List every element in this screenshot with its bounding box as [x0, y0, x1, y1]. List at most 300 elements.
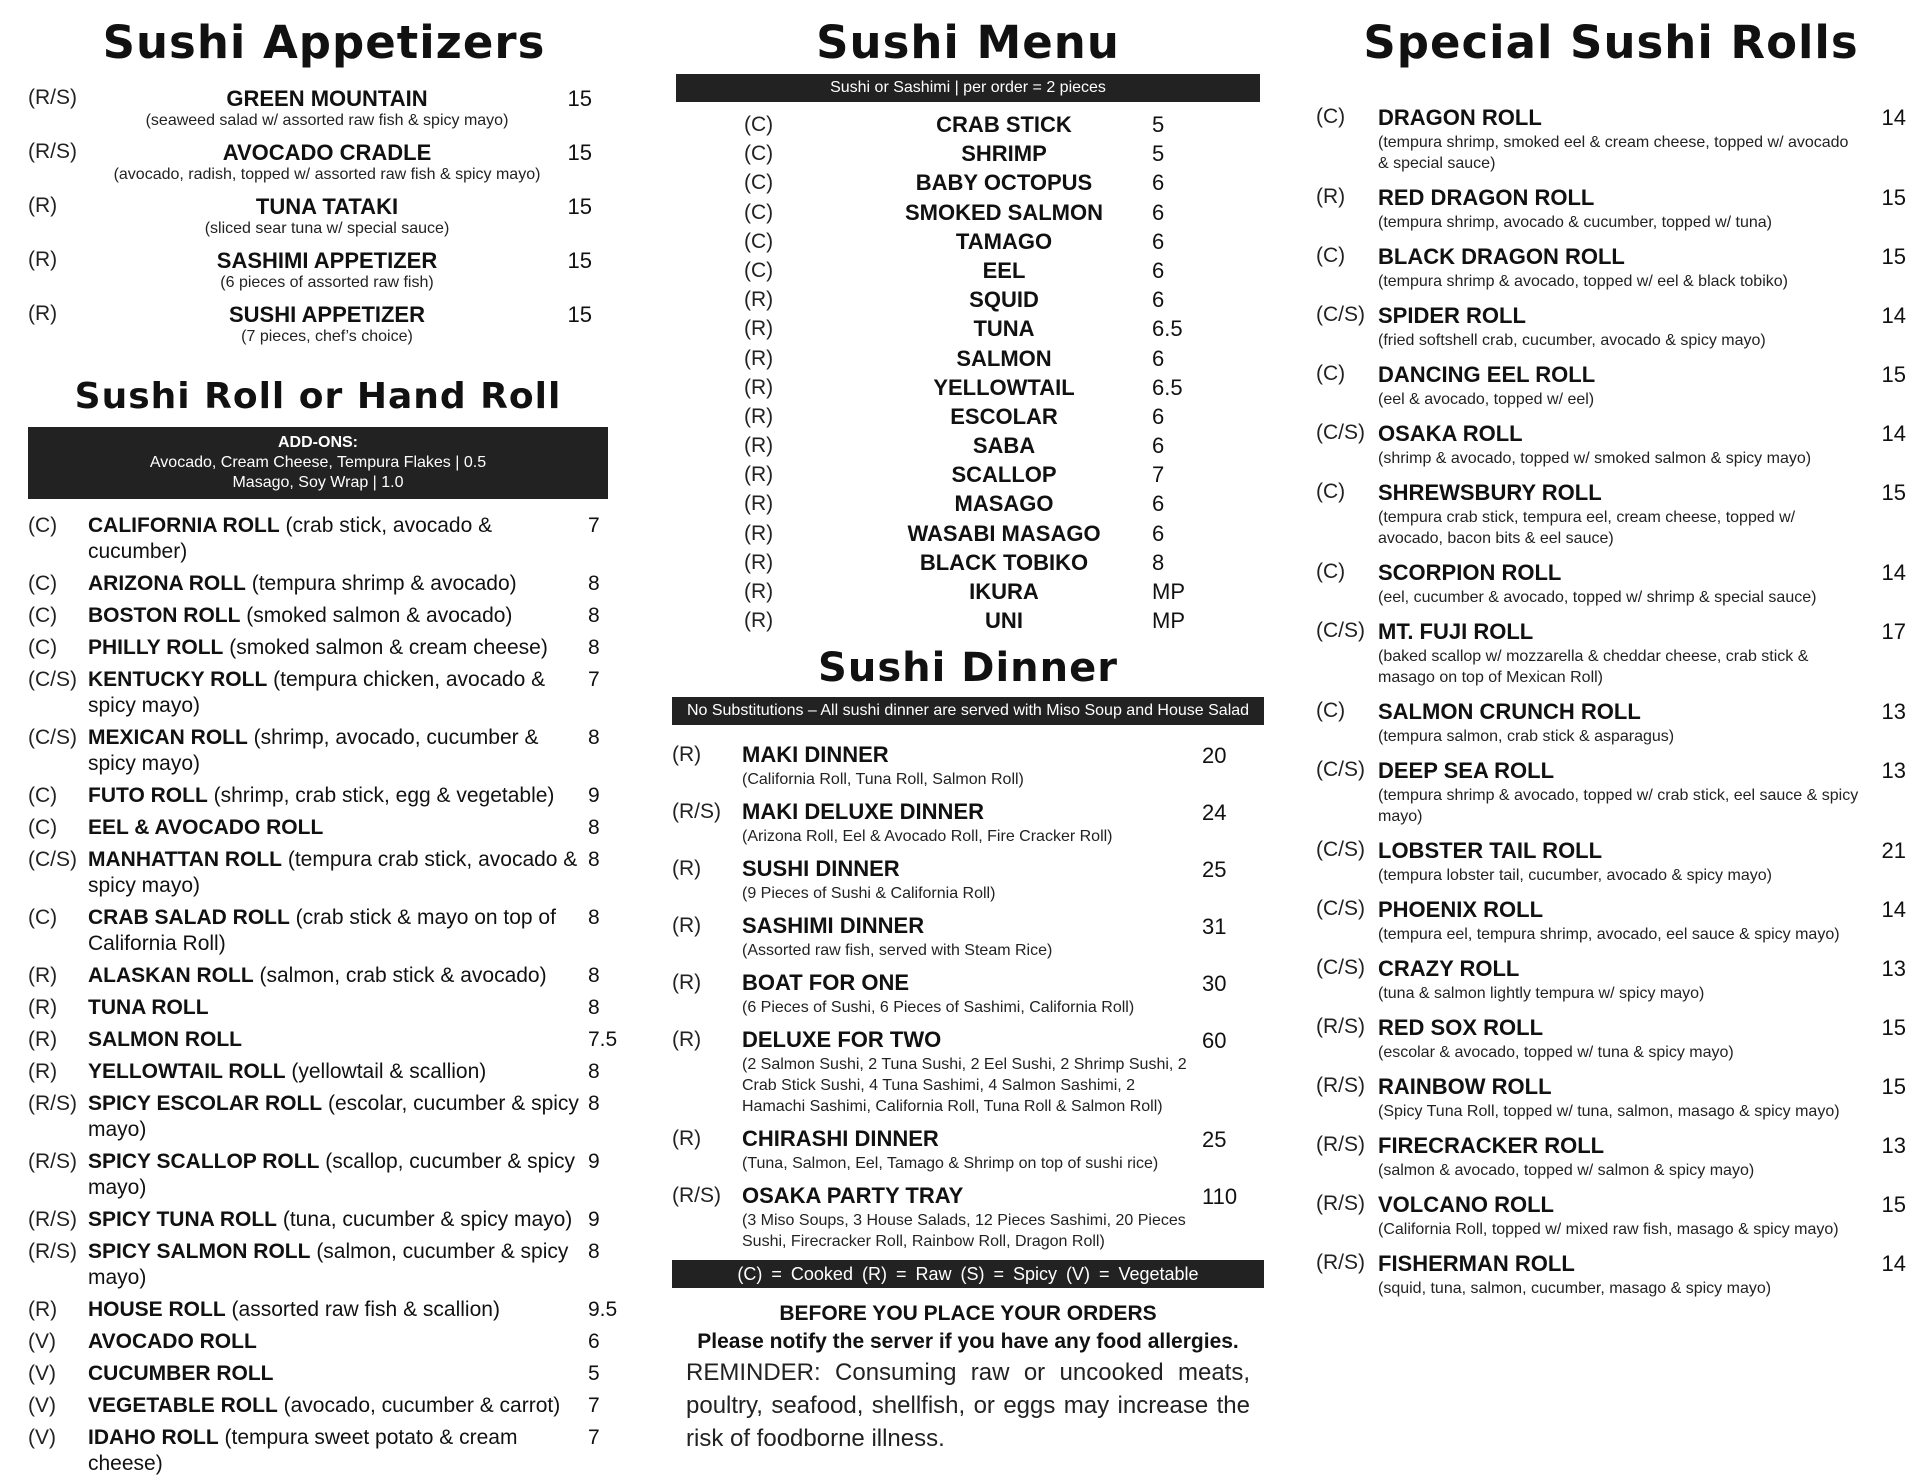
item-code: (C): [28, 784, 58, 807]
item-name: SCALLOP: [951, 462, 1057, 488]
item-code: (R): [744, 609, 774, 633]
item-name: OSAKA ROLL: [1378, 421, 1523, 446]
notice-heading: BEFORE YOU PLACE YOUR ORDERS: [779, 1302, 1157, 1326]
item-code: (C): [28, 816, 58, 839]
item-text: [88, 667, 588, 719]
item-name: FISHERMAN ROLL: [1378, 1251, 1575, 1276]
item-text: [94, 244, 560, 298]
item-price: 20: [1202, 743, 1227, 769]
item-text: [88, 1297, 588, 1323]
item-name: RED SOX ROLL: [1378, 1015, 1544, 1040]
item-text: [1378, 559, 1862, 608]
item-name: SHREWSBURY ROLL: [1378, 480, 1602, 505]
item-description: (Tuna, Salmon, Eel, Tamago & Shrimp on top of sushi rice): [742, 1155, 1159, 1173]
item-text: [88, 963, 588, 989]
item-price: 6: [588, 1330, 600, 1353]
item-code: (C): [1316, 480, 1346, 503]
item-code: (V): [28, 1330, 56, 1353]
item-name: MANHATTAN ROLL: [88, 848, 283, 871]
sushi-item: [744, 285, 1264, 314]
item-name: MAKI DELUXE DINNER: [742, 799, 985, 825]
item-code: (C): [744, 171, 774, 195]
dinner-subtitle: No Substitutions – All sushi dinner are served with Miso Soup and House Salad: [672, 697, 1264, 725]
item-text: [1378, 837, 1862, 886]
item-description: (7 pieces, chef’s choice): [241, 328, 413, 345]
item-name: BLACK DRAGON ROLL: [1378, 244, 1625, 269]
item-text: [742, 912, 1202, 961]
item-price: 5: [588, 1362, 600, 1385]
item-description: (salmon, cucumber & spicy mayo): [88, 1240, 569, 1289]
addons-box: [28, 427, 608, 499]
item-code: (R): [28, 194, 58, 217]
item-name: BABY OCTOPUS: [915, 170, 1093, 196]
sushi-item: [744, 344, 1264, 373]
item-text: [742, 1026, 1202, 1117]
roll-item: [28, 783, 620, 809]
item-text: [1378, 1191, 1862, 1240]
item-name: CALIFORNIA ROLL: [88, 514, 280, 537]
item-text: [88, 995, 588, 1021]
item-description: (crab stick & mayo on top of California Roll): [88, 906, 556, 955]
item-code: (R): [672, 857, 702, 881]
item-code: (C/S): [1316, 421, 1365, 444]
item-description: (California Roll, topped w/ mixed raw fish, masago & spicy mayo): [1378, 1221, 1839, 1238]
dinner-title: Sushi Dinner: [818, 645, 1118, 692]
item-name: VEGETABLE ROLL: [88, 1394, 278, 1417]
item-name: SALMON CRUNCH ROLL: [1378, 699, 1641, 724]
item-description: (tempura crab stick, tempura eel, cream cheese, topped w/ avocado, bacon bits & eel sauce): [1378, 509, 1796, 547]
item-description: (yellowtail & scallion): [291, 1060, 487, 1083]
appetizer-item: [28, 190, 620, 244]
item-text: [88, 571, 588, 597]
item-description: (seaweed salad w/ assorted raw fish & spicy mayo): [145, 112, 509, 129]
item-text: [94, 136, 560, 190]
item-name: RAINBOW ROLL: [1378, 1074, 1552, 1099]
item-code: (R): [744, 346, 774, 370]
item-code: (R): [744, 404, 774, 428]
item-code: (R/S): [1316, 1133, 1365, 1156]
item-text: [1378, 955, 1862, 1004]
item-name: ALASKAN ROLL: [88, 964, 254, 987]
item-name: SALMON: [956, 345, 1052, 371]
item-name: EEL: [982, 257, 1026, 283]
specials-list: [1316, 104, 1906, 1299]
item-text: [1378, 1132, 1862, 1181]
item-text: [88, 847, 588, 899]
sushi-item: [744, 519, 1264, 548]
item-description: (Arizona Roll, Eel & Avocado Roll, Fire Cracker Roll): [742, 828, 1113, 846]
item-price: 7: [588, 668, 600, 691]
item-code: (R): [744, 492, 774, 516]
special-roll-item: [1316, 896, 1906, 945]
item-code: (C): [1316, 105, 1346, 128]
item-name: FUTO ROLL: [88, 784, 208, 807]
roll-item: [28, 603, 620, 629]
item-text: [1378, 698, 1862, 747]
item-price: 8: [588, 636, 600, 659]
addons-line-2: Masago, Soy Wrap | 1.0: [232, 474, 404, 491]
item-price: 30: [1202, 971, 1227, 997]
item-name: MAKI DINNER: [742, 742, 889, 768]
roll-item: [28, 667, 620, 719]
item-price: 7.5: [588, 1028, 618, 1051]
item-price: 8: [588, 996, 600, 1019]
item-text: [88, 635, 588, 661]
sushi-item: [744, 373, 1264, 402]
item-description: (baked scallop w/ mozzarella & cheddar cheese, crab stick & masago on top of Mexican Roll): [1378, 648, 1809, 686]
roll-item: [28, 1091, 620, 1143]
sushi-menu-subtitle: Sushi or Sashimi | per order = 2 pieces: [676, 74, 1260, 102]
item-description: (scallop, cucumber & spicy mayo): [88, 1150, 576, 1199]
item-description: (salmon, crab stick & avocado): [259, 964, 547, 987]
item-price: 31: [1202, 914, 1227, 940]
item-price: 15: [1881, 244, 1906, 269]
dinner-item: [672, 1125, 1264, 1174]
item-description: (shrimp & avocado, topped w/ smoked salmon & spicy mayo): [1378, 450, 1812, 467]
item-code: (R/S): [1316, 1192, 1365, 1215]
roll-item: [28, 571, 620, 597]
item-code: (R): [672, 1127, 702, 1151]
item-code: (R): [28, 248, 58, 271]
item-name: SPICY TUNA ROLL: [88, 1208, 278, 1231]
item-text: [1378, 361, 1862, 410]
item-code: (C): [744, 258, 774, 282]
item-price: 15: [567, 86, 592, 111]
item-price: 7: [588, 514, 600, 537]
item-code: (C/S): [1316, 897, 1365, 920]
item-name: RED DRAGON ROLL: [1378, 185, 1595, 210]
item-description: (Spicy Tuna Roll, topped w/ tuna, salmon, masago & spicy mayo): [1378, 1103, 1840, 1120]
item-text: [88, 905, 588, 957]
item-name: UNI: [985, 608, 1023, 634]
item-price: 14: [1881, 303, 1906, 328]
item-name: OSAKA PARTY TRAY: [742, 1183, 964, 1209]
appetizer-item: [28, 244, 620, 298]
special-roll-item: [1316, 618, 1906, 688]
item-code: (C): [1316, 560, 1346, 583]
sushi-item: [744, 139, 1264, 168]
item-text: [1378, 184, 1862, 233]
item-text: [1378, 757, 1862, 827]
item-name: ARIZONA ROLL: [88, 572, 246, 595]
item-price: 8: [1152, 549, 1165, 575]
item-code: (R/S): [28, 1208, 77, 1231]
item-text: [742, 855, 1202, 904]
item-name: VOLCANO ROLL: [1378, 1192, 1554, 1217]
allergy-notice: Please notify the server if you have any food allergies.: [697, 1330, 1239, 1354]
item-code: (C/S): [28, 668, 77, 691]
item-description: (tempura shrimp & avocado): [251, 572, 517, 595]
item-price: 7: [588, 1426, 600, 1449]
item-name: SALMON ROLL: [88, 1028, 242, 1051]
item-name: YELLOWTAIL ROLL: [88, 1060, 286, 1083]
item-name: KENTUCKY ROLL: [88, 668, 268, 691]
special-roll-item: [1316, 420, 1906, 469]
item-description: (crab stick, avocado & cucumber): [88, 514, 493, 563]
item-code: (R/S): [28, 1092, 77, 1115]
item-description: (escolar, cucumber & spicy mayo): [88, 1092, 579, 1141]
item-name: FIRECRACKER ROLL: [1378, 1133, 1605, 1158]
item-text: [88, 1239, 588, 1291]
appetizers-title: Sushi Appetizers: [102, 16, 546, 69]
item-code: (C): [744, 142, 774, 166]
item-price: 6: [1152, 403, 1165, 429]
item-code: (C): [744, 229, 774, 253]
dinner-item: [672, 798, 1264, 847]
item-description: (tuna & salmon lightly tempura w/ spicy mayo): [1378, 985, 1705, 1002]
item-description: (sliced sear tuna w/ special sauce): [204, 220, 450, 237]
item-name: DELUXE FOR TWO: [742, 1027, 942, 1053]
item-text: [88, 815, 588, 841]
item-code: (R/S): [1316, 1015, 1365, 1038]
item-price: 8: [588, 1240, 600, 1263]
item-name: DRAGON ROLL: [1378, 105, 1542, 130]
dinner-item: [672, 1182, 1264, 1252]
item-description: (6 pieces of assorted raw fish): [220, 274, 434, 291]
item-description: (9 Pieces of Sushi & California Roll): [742, 885, 996, 903]
item-name: MT. FUJI ROLL: [1378, 619, 1534, 644]
item-price: 13: [1881, 699, 1906, 724]
item-code: (R): [672, 971, 702, 995]
item-name: CRAB STICK: [936, 112, 1072, 137]
item-text: [88, 1027, 588, 1053]
item-text: [94, 82, 560, 136]
item-price: 6: [1152, 345, 1165, 371]
item-description: (tempura sweet potato & cream cheese): [88, 1426, 518, 1475]
item-name: DEEP SEA ROLL: [1378, 758, 1555, 783]
item-code: (C): [28, 604, 58, 627]
item-name: CUCUMBER ROLL: [88, 1362, 274, 1385]
item-code: (C/S): [1316, 956, 1365, 979]
roll-item: [28, 995, 620, 1021]
item-text: [1378, 243, 1862, 292]
item-name: PHILLY ROLL: [88, 636, 224, 659]
dinner-item: [672, 855, 1264, 904]
appetizer-item: [28, 298, 620, 352]
item-price: 8: [588, 726, 600, 749]
item-code: (R): [744, 521, 774, 545]
item-name: SABA: [972, 433, 1036, 459]
item-price: 13: [1881, 1133, 1906, 1158]
item-description: (eel & avocado, topped w/ eel): [1378, 391, 1595, 408]
item-name: CHIRASHI DINNER: [742, 1126, 939, 1152]
left-column: [28, 0, 620, 1483]
sushi-item: [744, 256, 1264, 285]
item-name: SUSHI DINNER: [742, 856, 900, 882]
item-price: 24: [1202, 800, 1227, 826]
item-price: 8: [588, 964, 600, 987]
item-price: MP: [1152, 608, 1185, 634]
item-code: (C): [28, 906, 58, 929]
roll-item: [28, 1393, 620, 1419]
item-price: 15: [567, 140, 592, 165]
item-description: (2 Salmon Sushi, 2 Tuna Sushi, 2 Eel Sushi, 2 Shrimp Sushi, 2 Crab Stick Sushi, 4 Tuna Sashimi, 4 Salmon Sashimi, 2 Hamachi Sashimi, California Roll, Tuna Roll & Salmon Roll): [742, 1056, 1187, 1116]
item-text: [88, 603, 588, 629]
item-price: 15: [1881, 1074, 1906, 1099]
item-price: 15: [567, 302, 592, 327]
item-code: (C): [1316, 362, 1346, 385]
item-description: (Assorted raw fish, served with Steam Rice): [742, 942, 1053, 960]
item-text: [1378, 420, 1862, 469]
roll-item: [28, 1425, 620, 1477]
item-description: (tempura shrimp & avocado, topped w/ crab stick, eel sauce & spicy mayo): [1378, 787, 1859, 825]
item-price: 15: [1881, 480, 1906, 505]
item-name: IKURA: [969, 579, 1039, 604]
sushi-menu-list: [672, 110, 1264, 635]
item-code: (C): [28, 572, 58, 595]
item-name: TUNA: [973, 316, 1035, 342]
appetizer-item: [28, 136, 620, 190]
sushi-item: [744, 548, 1264, 577]
item-name: AVOCADO CRADLE: [222, 140, 432, 165]
item-code: (C/S): [1316, 303, 1365, 326]
item-code: (C/S): [1316, 619, 1365, 642]
item-description: (fried softshell crab, cucumber, avocado & spicy mayo): [1378, 332, 1766, 349]
item-price: 8: [588, 572, 600, 595]
item-code: (V): [28, 1394, 56, 1417]
item-name: SMOKED SALMON: [905, 199, 1103, 225]
item-description: (tempura shrimp, smoked eel & cream cheese, topped w/ avocado & special sauce): [1378, 134, 1849, 172]
item-price: 9: [588, 1150, 600, 1173]
special-roll-item: [1316, 1132, 1906, 1181]
sushi-item: [744, 606, 1264, 635]
special-roll-item: [1316, 361, 1906, 410]
item-price: 8: [588, 1060, 600, 1083]
item-name: GREEN MOUNTAIN: [226, 86, 428, 111]
item-text: [1378, 104, 1862, 174]
item-description: (tempura chicken, avocado & spicy mayo): [88, 668, 546, 717]
item-code: (R): [28, 1298, 58, 1321]
item-text: [88, 1329, 588, 1355]
special-roll-item: [1316, 243, 1906, 292]
item-price: 15: [1881, 1015, 1906, 1040]
item-code: (R): [1316, 185, 1346, 208]
appetizer-item: [28, 82, 620, 136]
item-price: 6.5: [1152, 374, 1183, 400]
special-roll-item: [1316, 698, 1906, 747]
item-price: 15: [567, 248, 592, 273]
item-name: SUSHI APPETIZER: [229, 302, 425, 327]
item-price: 14: [1881, 421, 1906, 446]
item-text: [1378, 302, 1862, 351]
special-roll-item: [1316, 757, 1906, 827]
item-name: EEL & AVOCADO ROLL: [88, 816, 324, 839]
item-code: (R): [744, 317, 774, 341]
item-code: (R): [744, 288, 774, 312]
roll-item: [28, 1329, 620, 1355]
item-price: 6: [1152, 520, 1165, 546]
item-description: (tempura shrimp, avocado & cucumber, topped w/ tuna): [1378, 214, 1772, 231]
item-name: SPICY SCALLOP ROLL: [88, 1150, 320, 1173]
roll-item: [28, 963, 620, 989]
item-price: 25: [1202, 857, 1227, 883]
item-price: 21: [1881, 838, 1906, 863]
roll-item: [28, 1239, 620, 1291]
item-price: 14: [1881, 105, 1906, 130]
item-description: (assorted raw fish & scallion): [231, 1298, 500, 1321]
item-name: IDAHO ROLL: [88, 1426, 219, 1449]
dinner-list: [672, 741, 1264, 1252]
item-name: HOUSE ROLL: [88, 1298, 226, 1321]
addons-header: ADD-ONS:: [278, 434, 358, 451]
item-code: (R): [28, 302, 58, 325]
reminder-text: REMINDER: Consuming raw or uncooked meats, poultry, seafood, shellfish, or eggs may increase the risk of foodborne illness.: [686, 1359, 1250, 1453]
special-roll-item: [1316, 955, 1906, 1004]
item-description: (shrimp, avocado, cucumber & spicy mayo): [88, 726, 539, 775]
item-name: PHOENIX ROLL: [1378, 897, 1544, 922]
sushi-item: [744, 577, 1264, 606]
item-description: (California Roll, Tuna Roll, Salmon Roll): [742, 771, 1024, 789]
sushi-menu-title: Sushi Menu: [816, 16, 1120, 69]
legend-bar: (C) = Cooked (R) = Raw (S) = Spicy (V) = Vegetable: [672, 1260, 1264, 1288]
item-text: [1378, 1073, 1862, 1122]
item-code: (R/S): [28, 1150, 77, 1173]
roll-item: [28, 635, 620, 661]
notice: [672, 1300, 1264, 1455]
special-roll-item: [1316, 1073, 1906, 1122]
item-code: (V): [28, 1426, 56, 1449]
item-text: [742, 741, 1202, 790]
item-code: (R): [744, 434, 774, 458]
item-name: SPICY ESCOLAR ROLL: [88, 1092, 323, 1115]
item-description: (smoked salmon & cream cheese): [229, 636, 548, 659]
item-price: 5: [1152, 112, 1165, 137]
item-price: 14: [1881, 560, 1906, 585]
item-code: (R/S): [672, 800, 721, 824]
item-name: SPIDER ROLL: [1378, 303, 1526, 328]
item-name: YELLOWTAIL: [933, 374, 1075, 400]
item-price: 13: [1881, 956, 1906, 981]
item-text: [742, 798, 1202, 847]
addons-line-1: Avocado, Cream Cheese, Tempura Flakes | 0.5: [149, 454, 487, 471]
item-name: SASHIMI APPETIZER: [216, 248, 438, 273]
item-name: TUNA TATAKI: [255, 194, 399, 219]
middle-column: [672, 0, 1264, 1455]
item-description: (tempura lobster tail, cucumber, avocado & spicy mayo): [1378, 867, 1772, 884]
sushi-item: [744, 431, 1264, 460]
sushi-item: [744, 489, 1264, 518]
item-price: 8: [588, 848, 600, 871]
item-code: (C): [28, 514, 58, 537]
rolls-title: Sushi Roll or Hand Roll: [74, 376, 562, 417]
roll-item: [28, 1059, 620, 1085]
item-price: 9.5: [588, 1298, 618, 1321]
roll-item: [28, 725, 620, 777]
item-price: 25: [1202, 1127, 1227, 1153]
item-price: 14: [1881, 897, 1906, 922]
sushi-item: [744, 198, 1264, 227]
item-text: [742, 1182, 1202, 1252]
roll-item: [28, 1361, 620, 1387]
roll-item: [28, 905, 620, 957]
item-code: (R): [744, 550, 774, 574]
sushi-item: [744, 227, 1264, 256]
item-price: 15: [1881, 185, 1906, 210]
item-text: [742, 969, 1202, 1018]
item-text: [1378, 1250, 1862, 1299]
item-text: [1378, 479, 1862, 549]
item-code: (R): [672, 1028, 702, 1052]
item-code: (C): [744, 200, 774, 224]
item-code: (R): [672, 743, 702, 767]
item-code: (C/S): [28, 726, 77, 749]
dinner-item: [672, 741, 1264, 790]
item-code: (R): [28, 964, 58, 987]
item-text: [94, 190, 560, 244]
item-price: 14: [1881, 1251, 1906, 1276]
item-name: WASABI MASAGO: [907, 520, 1101, 546]
item-text: [88, 783, 588, 809]
